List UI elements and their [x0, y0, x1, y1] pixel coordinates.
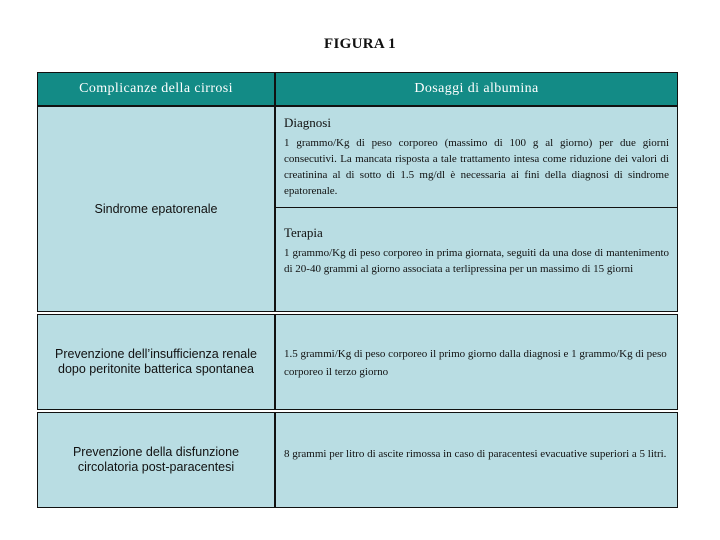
cell-renal-failure-dosage: [275, 314, 678, 410]
diagnosi-text: 1 grammo/Kg di peso corporeo (massimo di 100 g al giorno) per due giorni consecutivi. La mancata risposta a tale trattamento intesa come riduzione dei valori di creatinina al di sotto di 1.5 mg/dl è necessaria ai fini della diagnosi di sindrome epatorenale.: [284, 137, 669, 197]
cell-hepatorenal-syndrome: [37, 106, 275, 312]
dosage-text: 8 grammi per litro di ascite rimossa in caso di paracentesi evacuative superiori a 5 litri.: [284, 448, 667, 460]
dosage-text: 1.5 grammi/Kg di peso corporeo il primo giorno dalla diagnosi e 1 grammo/Kg di peso corporeo il terzo giorno: [284, 348, 667, 378]
cell-renal-failure-prevention: [37, 314, 275, 410]
terapia-label: Terapia: [284, 225, 323, 240]
cell-hepatorenal-dosage: [275, 106, 678, 312]
complication-label: Sindrome epatorenale: [94, 202, 218, 216]
figure-title: FIGURA 1: [324, 36, 396, 52]
header-albumin-dosages: Dosaggi di albumina: [275, 72, 678, 106]
header-complications: Complicanze della cirrosi: [37, 72, 275, 106]
complication-label: Prevenzione dell’insufficienza renale dopo peritonite batterica spontanea: [55, 347, 257, 376]
row-divider: [275, 207, 678, 208]
cell-circulatory-dysfunction-prevention: [37, 412, 275, 508]
complication-label: Prevenzione della disfunzione circolatoria post-paracentesi: [72, 445, 240, 474]
cell-circulatory-dysfunction-dosage: [275, 412, 678, 508]
terapia-text: 1 grammo/Kg di peso corporeo in prima giornata, seguiti da una dose di mantenimento di 20-40 grammi al giorno associata a terlipressina per un massimo di 15 giorni: [284, 247, 669, 275]
diagnosi-label: Diagnosi: [284, 115, 331, 130]
